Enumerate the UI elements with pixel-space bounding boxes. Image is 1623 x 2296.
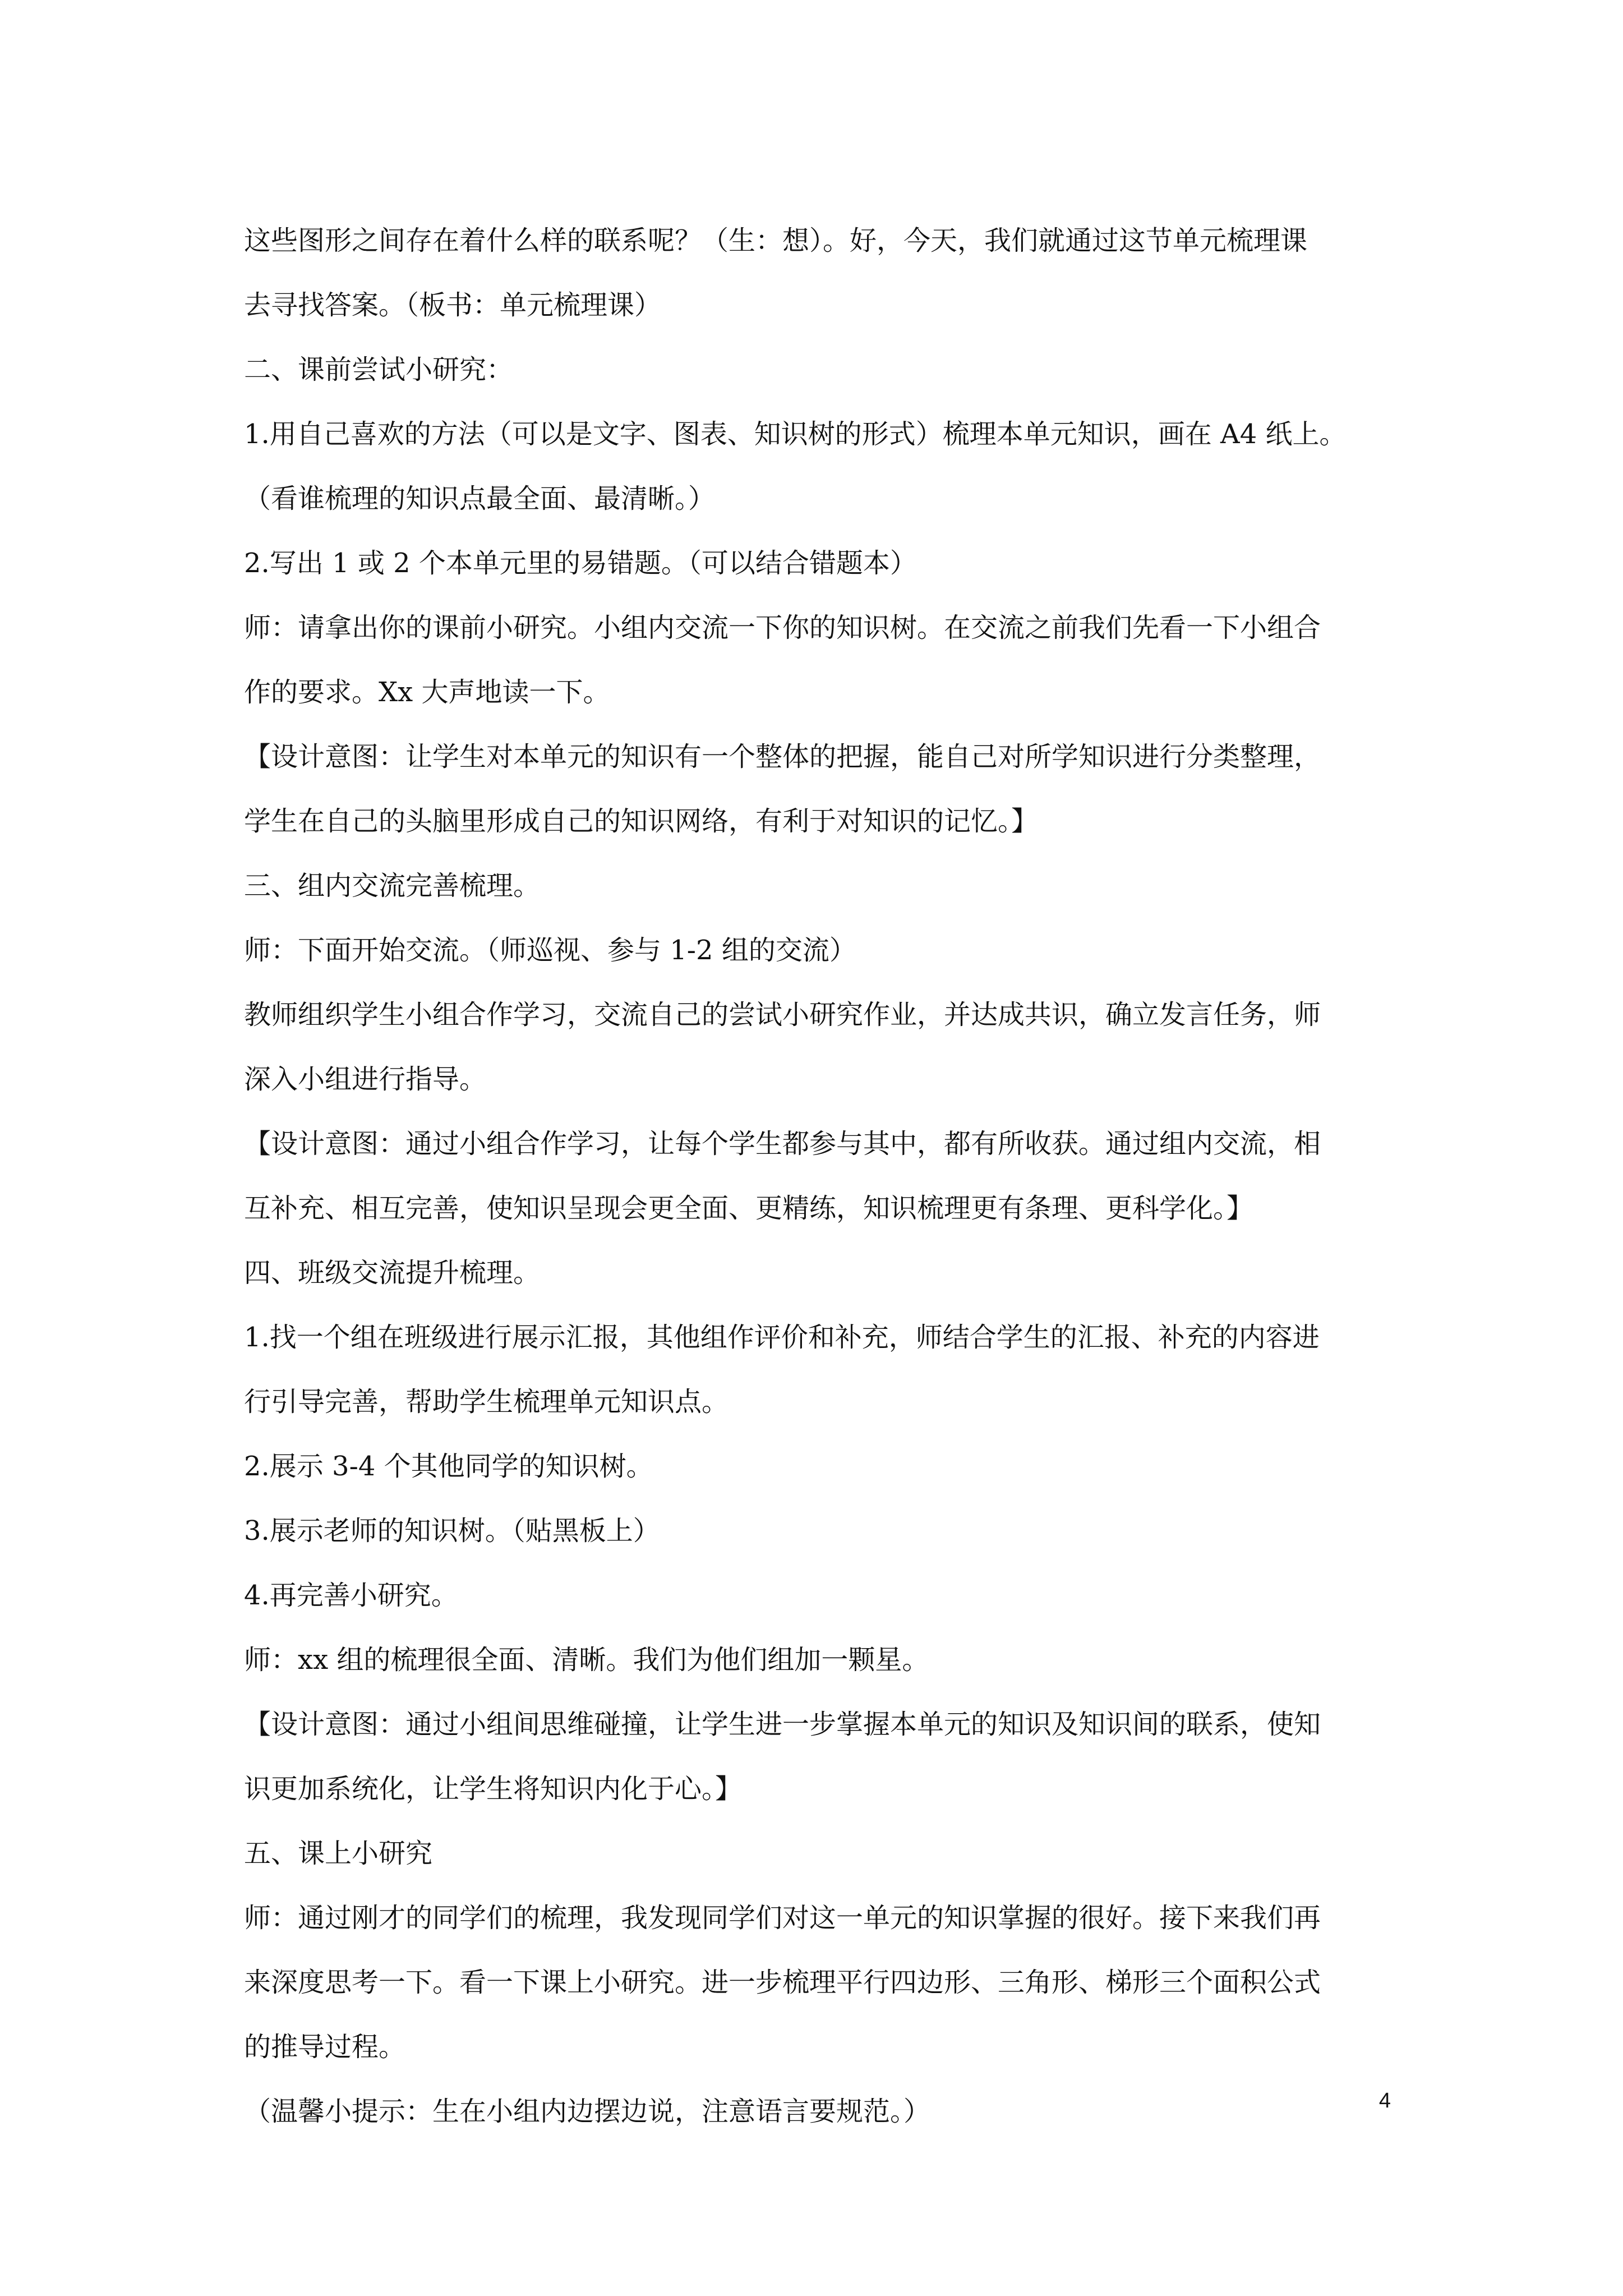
text-line: 来深度思考一下。看一下课上小研究。进一步梳理平行四边形、三角形、梯形三个面积公式 (244, 1967, 1321, 1998)
body-text (244, 209, 1394, 2144)
text-line: （看谁梳理的知识点最全面、最清晰。） (244, 483, 716, 514)
design-intent-line: 【设计意图：通过小组间思维碰撞，让学生进一步掌握本单元的知识及知识间的联系，使知 (244, 1709, 1321, 1740)
text-line: 教师组织学生小组合作学习，交流自己的尝试小研究作业，并达成共识，确立发言任务，师 (244, 999, 1321, 1030)
section-heading: 二、课前尝试小研究： (244, 354, 514, 385)
text-line: 的推导过程。 (244, 2031, 406, 2063)
text-line: 去寻找答案。（板书：单元梳理课） (244, 289, 662, 321)
text-line: 1.找一个组在班级进行展示汇报，其他组作评价和补充，师结合学生的汇报、补充的内容进 (244, 1322, 1320, 1353)
text-line: 深入小组进行指导。 (244, 1064, 487, 1095)
text-line: 4.再完善小研究。 (244, 1580, 458, 1611)
text-line: 师：请拿出你的课前小研究。小组内交流一下你的知识树。在交流之前我们先看一下小组合 (244, 612, 1321, 643)
text-line: 3.展示老师的知识树。（贴黑板上） (244, 1515, 660, 1547)
design-intent-line: 互补充、相互完善，使知识呈现会更全面、更精练，知识梳理更有条理、更科学化。】 (244, 1193, 1254, 1224)
text-line: （温馨小提示：生在小组内边摆边说，注意语言要规范。） (244, 2096, 931, 2127)
text-line: 2.写出 1 或 2 个本单元里的易错题。（可以结合错题本） (244, 547, 917, 579)
text-line: 师：下面开始交流。（师巡视、参与 1-2 组的交流） (244, 935, 856, 966)
page-number: 4 (1378, 2089, 1391, 2113)
design-intent-line: 学生在自己的头脑里形成自己的知识网络，有利于对知识的记忆。】 (244, 806, 1039, 837)
text-line: 行引导完善，帮助学生梳理单元知识点。 (244, 1386, 729, 1418)
text-line: 这些图形之间存在着什么样的联系呢？（生：想）。好，今天，我们就通过这节单元梳理课 (244, 225, 1308, 256)
section-heading: 四、班级交流提升梳理。 (244, 1257, 541, 1289)
text-line: 1.用自己喜欢的方法（可以是文字、图表、知识树的形式）梳理本单元知识，画在 A4 纸上。 (244, 418, 1347, 450)
design-intent-line: 【设计意图：让学生对本单元的知识有一个整体的把握，能自己对所学知识进行分类整理， (244, 741, 1321, 772)
text-line: 师：通过刚才的同学们的梳理，我发现同学们对这一单元的知识掌握的很好。接下来我们再 (244, 1902, 1321, 1934)
text-line: 师：xx 组的梳理很全面、清晰。我们为他们组加一颗星。 (244, 1644, 929, 1676)
text-line: 2.展示 3-4 个其他同学的知识树。 (244, 1451, 653, 1482)
design-intent-line: 识更加系统化，让学生将知识内化于心。】 (244, 1773, 743, 1805)
section-heading: 三、组内交流完善梳理。 (244, 870, 541, 901)
design-intent-line: 【设计意图：通过小组合作学习，让每个学生都参与其中，都有所收获。通过组内交流，相 (244, 1128, 1321, 1159)
text-line: 作的要求。Xx 大声地读一下。 (244, 677, 610, 708)
section-heading: 五、课上小研究 (244, 1838, 433, 1869)
